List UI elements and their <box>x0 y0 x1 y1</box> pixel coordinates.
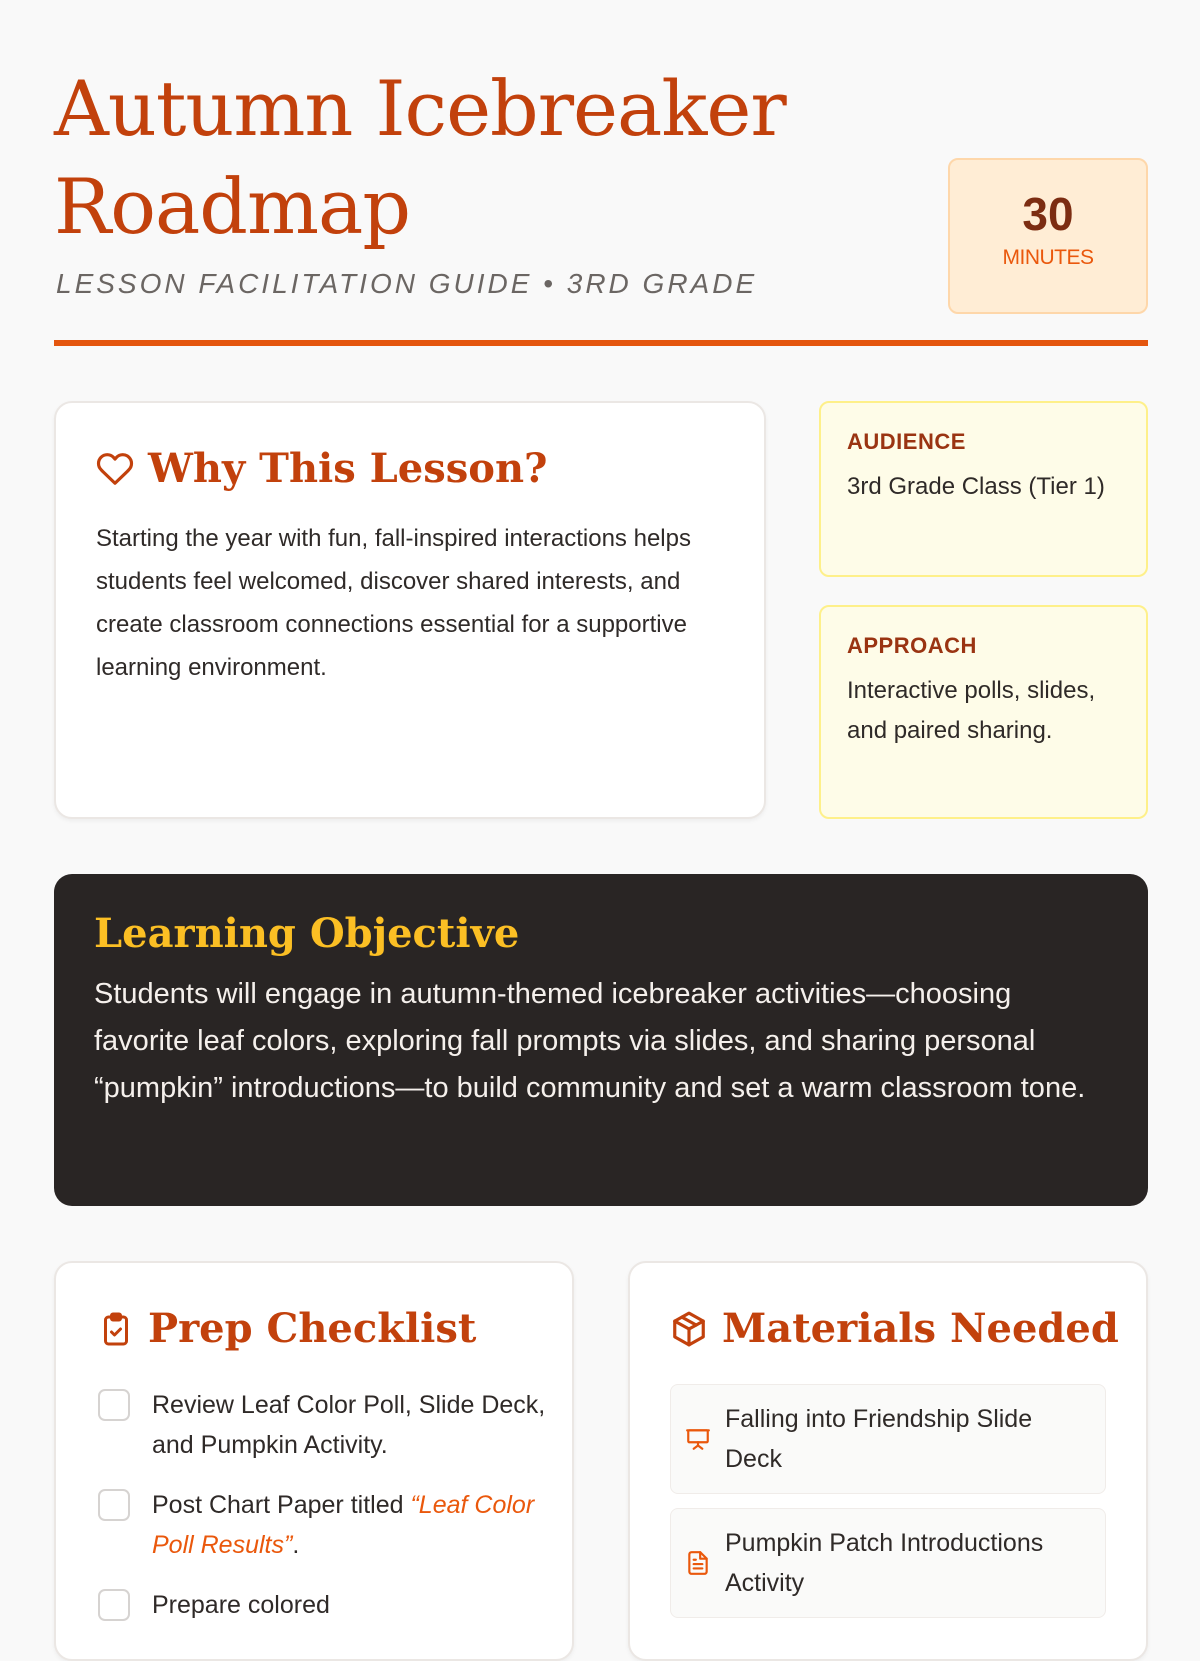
approach-label: APPROACH <box>847 633 977 658</box>
presentation-icon <box>685 1426 711 1452</box>
checklist-checkbox[interactable] <box>98 1589 130 1621</box>
heart-icon <box>96 450 134 488</box>
prep-checklist-title: Prep Checklist <box>148 1305 477 1352</box>
why-lesson-heading <box>96 445 547 492</box>
page-header <box>54 60 1148 346</box>
checklist-item-text: Prepare colored <box>152 1591 330 1619</box>
material-item-text: Pumpkin Patch Introductions Activity <box>725 1529 1044 1597</box>
why-lesson-body: Starting the year with fun, fall-inspired interactions helps students feel welcomed, discover shared interests, and create classroom connections essential for a supportive learning environment. <box>96 525 691 681</box>
material-item-text: Falling into Friendship Slide Deck <box>725 1405 1033 1473</box>
checklist-item-text <box>152 1485 548 1565</box>
box-icon <box>670 1310 708 1348</box>
audience-box <box>819 401 1148 577</box>
learning-objective-body: Students will engage in autumn-themed icebreaker activities—choosing favorite leaf colors, exploring fall prompts via slides, and sharing personal “pumpkin” introductions—to build community and set a warm classroom tone. <box>94 978 1086 1104</box>
checklist-checkbox[interactable] <box>98 1489 130 1521</box>
material-item <box>670 1508 1106 1618</box>
page-title: Autumn Icebreaker Roadmap <box>54 64 786 251</box>
page-subtitle: LESSON FACILITATION GUIDE • 3RD GRADE <box>56 268 758 299</box>
prep-checklist-card <box>54 1261 574 1661</box>
checklist-item <box>98 1485 548 1565</box>
materials-heading <box>670 1305 1119 1352</box>
checklist-checkbox[interactable] <box>98 1389 130 1421</box>
duration-value: 30 <box>1022 188 1074 240</box>
document-icon <box>685 1550 711 1576</box>
materials-list <box>670 1384 1106 1632</box>
why-lesson-title: Why This Lesson? <box>148 445 548 492</box>
duration-unit: MINUTES <box>1002 246 1094 269</box>
materials-title: Materials Needed <box>722 1305 1119 1352</box>
approach-box <box>819 605 1148 819</box>
checklist-item-emphasis: “Leaf Color Poll Results” <box>152 1491 535 1559</box>
learning-objective-panel <box>54 874 1148 1206</box>
checklist-item <box>98 1585 548 1625</box>
why-lesson-card <box>54 401 766 819</box>
learning-objective-title: Learning Objective <box>94 910 520 957</box>
clipboard-check-icon <box>98 1311 134 1347</box>
audience-label: AUDIENCE <box>847 429 966 454</box>
material-item <box>670 1384 1106 1494</box>
materials-card <box>628 1261 1148 1661</box>
approach-text: Interactive polls, slides, and paired sharing. <box>847 677 1096 744</box>
prep-checklist <box>98 1385 548 1645</box>
checklist-item-text-start: Post Chart Paper titled <box>152 1491 411 1519</box>
duration-badge <box>948 158 1148 314</box>
prep-checklist-heading <box>98 1305 476 1352</box>
checklist-item-text: Review Leaf Color Poll, Slide Deck, and Pumpkin Activity. <box>152 1391 546 1459</box>
checklist-item <box>98 1385 548 1465</box>
audience-text: 3rd Grade Class (Tier 1) <box>847 473 1105 500</box>
checklist-item-text-end: . <box>292 1531 300 1559</box>
